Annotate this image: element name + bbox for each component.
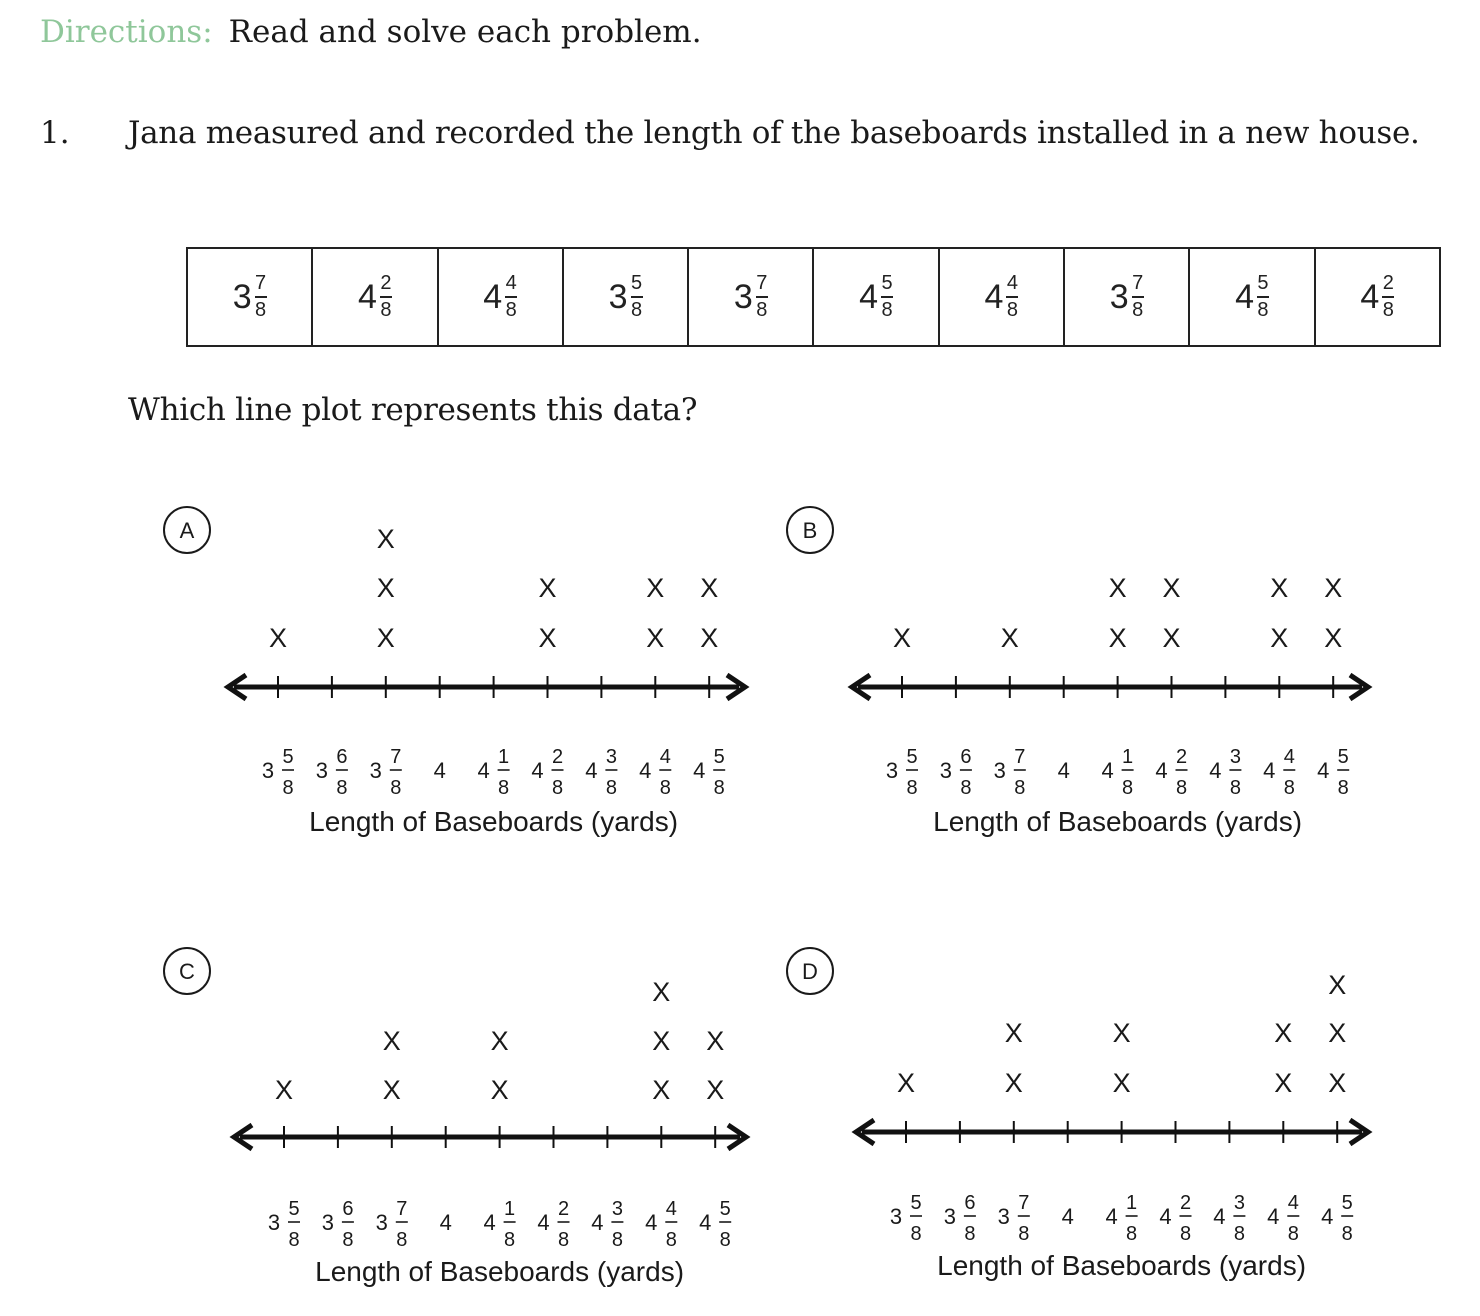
tick-label-denominator: 8 xyxy=(611,1229,623,1251)
x-mark: X xyxy=(490,1075,509,1105)
option-circle xyxy=(164,507,210,553)
mixed-number xyxy=(358,273,392,321)
fraction xyxy=(881,273,893,321)
tick-label-whole: 4 xyxy=(1061,1204,1074,1229)
fraction xyxy=(1257,273,1269,321)
arrow-right-icon xyxy=(1350,675,1368,699)
tick-label-whole: 3 xyxy=(885,758,899,783)
whole-part: 3 xyxy=(733,277,753,316)
axis-title: Length of Baseboards (yards) xyxy=(315,1256,685,1287)
numerator: 7 xyxy=(1132,272,1144,294)
tick-label-denominator: 8 xyxy=(1018,1223,1030,1245)
tick-label-denominator: 8 xyxy=(713,777,725,799)
tick-label-denominator: 8 xyxy=(1014,777,1026,799)
x-mark: X xyxy=(706,1075,725,1105)
fraction-bar xyxy=(881,296,893,298)
tick-label-whole: 3 xyxy=(997,1204,1010,1229)
whole-part: 4 xyxy=(859,277,879,316)
tick-label-numerator: 5 xyxy=(719,1198,731,1220)
denominator: 8 xyxy=(505,299,517,321)
table-cell xyxy=(438,248,563,346)
x-mark: X xyxy=(1000,623,1019,653)
x-mark: X xyxy=(1328,1018,1347,1048)
tick-label-denominator: 8 xyxy=(960,777,972,799)
fraction-bar xyxy=(505,296,517,298)
x-mark: X xyxy=(1004,1068,1023,1098)
x-mark: X xyxy=(652,1026,671,1056)
tick-label-denominator: 8 xyxy=(1179,1223,1192,1245)
whole-part: 3 xyxy=(1109,277,1129,316)
tick-label-whole: 3 xyxy=(369,758,382,783)
tick-label-denominator: 8 xyxy=(504,1229,516,1251)
tick-label-numerator: 2 xyxy=(1179,1192,1192,1214)
tick-label-whole: 4 xyxy=(693,758,706,783)
tick-label-whole: 3 xyxy=(943,1204,957,1229)
fraction-bar xyxy=(631,296,643,298)
mixed-number xyxy=(1360,273,1394,321)
x-mark: X xyxy=(646,623,665,653)
fraction xyxy=(380,273,392,321)
x-mark: X xyxy=(1108,573,1127,603)
tick-label-whole: 4 xyxy=(1321,1204,1334,1229)
numerator: 5 xyxy=(881,272,893,294)
fraction xyxy=(255,273,267,321)
x-mark: X xyxy=(1274,1018,1293,1048)
numerator: 5 xyxy=(630,272,643,294)
x-mark: X xyxy=(1108,623,1127,653)
tick-label-numerator: 1 xyxy=(498,746,510,768)
x-mark: X xyxy=(1162,573,1181,603)
tick-label-numerator: 3 xyxy=(1233,1192,1245,1214)
option-label: C xyxy=(179,959,195,984)
table-row xyxy=(187,248,1440,346)
tick-label-numerator: 1 xyxy=(1126,1192,1138,1214)
tick-label-numerator: 1 xyxy=(504,1198,516,1220)
numerator: 7 xyxy=(756,272,768,294)
arrow-left-icon xyxy=(852,675,870,699)
x-mark: X xyxy=(1112,1068,1131,1098)
whole-part: 4 xyxy=(1235,277,1254,316)
tick-label-numerator: 2 xyxy=(1175,746,1188,768)
measurements-table xyxy=(186,247,1441,347)
x-mark: X xyxy=(538,623,557,653)
x-mark: X xyxy=(376,623,395,653)
tick-label-denominator: 8 xyxy=(964,1223,976,1245)
tick-label-denominator: 8 xyxy=(906,777,918,799)
tick-label-whole: 4 xyxy=(433,758,446,783)
x-mark: X xyxy=(1112,1018,1131,1048)
whole-part: 3 xyxy=(232,277,252,316)
fraction-bar xyxy=(380,296,392,298)
mixed-number xyxy=(734,273,768,321)
x-mark: X xyxy=(1004,1018,1023,1048)
tick-label-denominator: 8 xyxy=(498,777,510,799)
x-mark: X xyxy=(1324,623,1343,653)
numerator: 5 xyxy=(1257,272,1269,294)
fraction-bar xyxy=(1382,296,1394,298)
directions-label: Directions: xyxy=(40,14,213,50)
denominator: 8 xyxy=(255,299,267,321)
x-mark: X xyxy=(646,573,665,603)
tick-label-numerator: 5 xyxy=(910,1192,922,1214)
tick-label-numerator: 2 xyxy=(557,1198,570,1220)
x-mark: X xyxy=(274,1075,294,1105)
tick-label-whole: 4 xyxy=(1159,1204,1172,1229)
table-cell xyxy=(1315,248,1440,346)
tick-label-whole: 4 xyxy=(1155,758,1168,783)
tick-label-denominator: 8 xyxy=(1287,1223,1299,1245)
tick-label-whole: 3 xyxy=(315,758,329,783)
x-mark: X xyxy=(268,623,288,653)
axis-title: Length of Baseboards (yards) xyxy=(933,806,1303,837)
tick-label-numerator: 4 xyxy=(1287,1192,1299,1214)
tick-label-numerator: 7 xyxy=(396,1198,408,1220)
tick-label-whole: 4 xyxy=(639,758,652,783)
tick-label-whole: 3 xyxy=(267,1210,281,1235)
tick-label-numerator: 5 xyxy=(288,1198,300,1220)
axis-title: Length of Baseboards (yards) xyxy=(309,806,679,837)
fraction xyxy=(505,273,517,321)
tick-label-numerator: 6 xyxy=(964,1192,976,1214)
tick-label-denominator: 8 xyxy=(1229,777,1241,799)
line-plot-c xyxy=(164,948,746,1287)
x-mark: X xyxy=(892,623,912,653)
tick-label-whole: 3 xyxy=(939,758,953,783)
x-mark: X xyxy=(1162,623,1181,653)
mixed-number xyxy=(609,273,643,321)
tick-label-whole: 4 xyxy=(1213,1204,1226,1229)
fraction-bar xyxy=(756,296,768,298)
option-label: D xyxy=(802,959,818,984)
numerator: 2 xyxy=(380,272,392,294)
tick-label-denominator: 8 xyxy=(1126,1223,1138,1245)
table-cell xyxy=(187,248,312,346)
tick-label-numerator: 5 xyxy=(906,746,918,768)
tick-label-whole: 4 xyxy=(439,1210,452,1235)
fraction-bar xyxy=(1006,296,1018,298)
tick-label-whole: 4 xyxy=(699,1210,712,1235)
denominator: 8 xyxy=(1006,299,1018,321)
numerator: 7 xyxy=(255,272,267,294)
numerator: 2 xyxy=(1382,272,1394,294)
fraction xyxy=(756,273,768,321)
tick-label-whole: 3 xyxy=(321,1210,335,1235)
tick-label-numerator: 5 xyxy=(1337,746,1349,768)
tick-label-whole: 4 xyxy=(1263,758,1276,783)
tick-label-whole: 4 xyxy=(537,1210,550,1235)
arrow-right-icon xyxy=(1350,1120,1368,1144)
tick-label-denominator: 8 xyxy=(1341,1223,1353,1245)
x-mark: X xyxy=(376,524,395,554)
tick-label-whole: 3 xyxy=(993,758,1006,783)
tick-label-denominator: 8 xyxy=(282,777,294,799)
x-mark: X xyxy=(382,1026,401,1056)
whole-part: 4 xyxy=(1360,277,1380,316)
line-plot-b xyxy=(787,507,1368,837)
x-mark: X xyxy=(1274,1068,1293,1098)
mixed-number xyxy=(1235,273,1269,321)
fraction-bar xyxy=(1132,296,1144,298)
tick-label-whole: 4 xyxy=(477,758,490,783)
tick-label-numerator: 5 xyxy=(713,746,725,768)
x-mark: X xyxy=(1328,970,1347,1000)
option-circle xyxy=(164,948,210,994)
tick-label-numerator: 6 xyxy=(336,746,348,768)
tick-label-denominator: 8 xyxy=(551,777,564,799)
denominator: 8 xyxy=(881,299,893,321)
x-mark: X xyxy=(700,573,719,603)
mixed-number xyxy=(859,273,893,321)
mixed-number xyxy=(483,273,517,321)
tick-label-whole: 4 xyxy=(1105,1204,1118,1229)
mixed-number xyxy=(984,273,1018,321)
tick-label-numerator: 5 xyxy=(282,746,294,768)
axis-title: Length of Baseboards (yards) xyxy=(937,1250,1307,1281)
question-text: Jana measured and recorded the length of the baseboards installed in a new house. xyxy=(128,115,1420,151)
table-cell xyxy=(312,248,437,346)
tick-label-denominator: 8 xyxy=(605,777,617,799)
denominator: 8 xyxy=(630,299,643,321)
tick-label-whole: 4 xyxy=(1317,758,1330,783)
denominator: 8 xyxy=(1257,299,1269,321)
tick-label-denominator: 8 xyxy=(288,1229,300,1251)
tick-label-whole: 3 xyxy=(889,1204,903,1229)
tick-label-numerator: 3 xyxy=(611,1198,623,1220)
arrow-left-icon xyxy=(234,1125,252,1149)
question-prompt: Which line plot represents this data? xyxy=(128,392,698,428)
tick-label-numerator: 4 xyxy=(1283,746,1295,768)
directions-text: Read and solve each problem. xyxy=(228,14,702,50)
x-mark: X xyxy=(490,1026,509,1056)
tick-label-numerator: 4 xyxy=(665,1198,677,1220)
tick-label-denominator: 8 xyxy=(659,777,671,799)
tick-label-whole: 4 xyxy=(591,1210,604,1235)
x-mark: X xyxy=(376,573,395,603)
tick-label-numerator: 6 xyxy=(342,1198,354,1220)
table-cell xyxy=(1189,248,1314,346)
x-mark: X xyxy=(652,977,671,1007)
fraction xyxy=(1006,273,1018,321)
x-mark: X xyxy=(1270,573,1289,603)
x-mark: X xyxy=(652,1075,671,1105)
option-label: A xyxy=(179,518,195,543)
tick-label-denominator: 8 xyxy=(342,1229,354,1251)
x-mark: X xyxy=(1324,573,1343,603)
tick-label-whole: 4 xyxy=(483,1210,496,1235)
tick-label-denominator: 8 xyxy=(557,1229,570,1251)
tick-label-numerator: 1 xyxy=(1122,746,1134,768)
whole-part: 3 xyxy=(608,277,628,316)
tick-label-denominator: 8 xyxy=(396,1229,408,1251)
x-mark: X xyxy=(1328,1068,1347,1098)
tick-label-whole: 4 xyxy=(645,1210,658,1235)
x-mark: X xyxy=(538,573,557,603)
option-label: B xyxy=(802,518,818,543)
tick-label-numerator: 5 xyxy=(1341,1192,1353,1214)
tick-label-numerator: 6 xyxy=(960,746,972,768)
tick-label-numerator: 7 xyxy=(390,746,402,768)
line-plot-a xyxy=(164,507,745,837)
arrow-right-icon xyxy=(727,675,745,699)
denominator: 8 xyxy=(1132,299,1144,321)
x-mark: X xyxy=(706,1026,725,1056)
tick-label-numerator: 4 xyxy=(659,746,671,768)
x-mark: X xyxy=(1270,623,1289,653)
whole-part: 4 xyxy=(984,277,1004,316)
line-plot-d xyxy=(787,948,1368,1281)
tick-label-whole: 3 xyxy=(261,758,275,783)
tick-label-denominator: 8 xyxy=(1283,777,1295,799)
tick-label-numerator: 3 xyxy=(605,746,617,768)
tick-label-whole: 4 xyxy=(1101,758,1114,783)
fraction xyxy=(1382,273,1394,321)
tick-label-denominator: 8 xyxy=(1337,777,1349,799)
tick-label-whole: 4 xyxy=(1209,758,1222,783)
denominator: 8 xyxy=(380,299,392,321)
fraction xyxy=(631,273,643,321)
tick-label-denominator: 8 xyxy=(390,777,402,799)
tick-label-whole: 4 xyxy=(1057,758,1070,783)
tick-label-whole: 4 xyxy=(531,758,544,783)
x-mark: X xyxy=(382,1075,401,1105)
denominator: 8 xyxy=(1382,299,1394,321)
whole-part: 4 xyxy=(483,277,503,316)
arrow-right-icon xyxy=(728,1125,746,1149)
table-cell xyxy=(563,248,688,346)
tick-label-whole: 3 xyxy=(375,1210,388,1235)
table-cell xyxy=(813,248,938,346)
option-circle xyxy=(787,507,833,553)
tick-label-whole: 4 xyxy=(585,758,598,783)
tick-label-denominator: 8 xyxy=(910,1223,922,1245)
mixed-number xyxy=(233,273,267,321)
numerator: 4 xyxy=(505,272,517,294)
tick-label-numerator: 7 xyxy=(1014,746,1026,768)
question-number: 1. xyxy=(40,115,70,151)
x-mark: X xyxy=(700,623,719,653)
arrow-left-icon xyxy=(856,1120,874,1144)
tick-label-denominator: 8 xyxy=(1175,777,1188,799)
fraction-bar xyxy=(255,296,267,298)
tick-label-denominator: 8 xyxy=(665,1229,677,1251)
x-mark: X xyxy=(896,1068,916,1098)
tick-label-denominator: 8 xyxy=(1122,777,1134,799)
table-cell xyxy=(1064,248,1189,346)
fraction xyxy=(1132,273,1144,321)
table-cell xyxy=(688,248,813,346)
tick-label-numerator: 2 xyxy=(551,746,564,768)
whole-part: 4 xyxy=(357,277,377,316)
tick-label-numerator: 3 xyxy=(1229,746,1241,768)
tick-label-denominator: 8 xyxy=(336,777,348,799)
option-circle xyxy=(787,948,833,994)
numerator: 4 xyxy=(1006,272,1018,294)
directions-line xyxy=(40,14,702,50)
tick-label-numerator: 7 xyxy=(1018,1192,1030,1214)
tick-label-denominator: 8 xyxy=(719,1229,731,1251)
tick-label-whole: 4 xyxy=(1267,1204,1280,1229)
fraction-bar xyxy=(1257,296,1269,298)
mixed-number xyxy=(1110,273,1144,321)
tick-label-denominator: 8 xyxy=(1233,1223,1245,1245)
denominator: 8 xyxy=(756,299,768,321)
arrow-left-icon xyxy=(228,675,246,699)
table-cell xyxy=(939,248,1064,346)
